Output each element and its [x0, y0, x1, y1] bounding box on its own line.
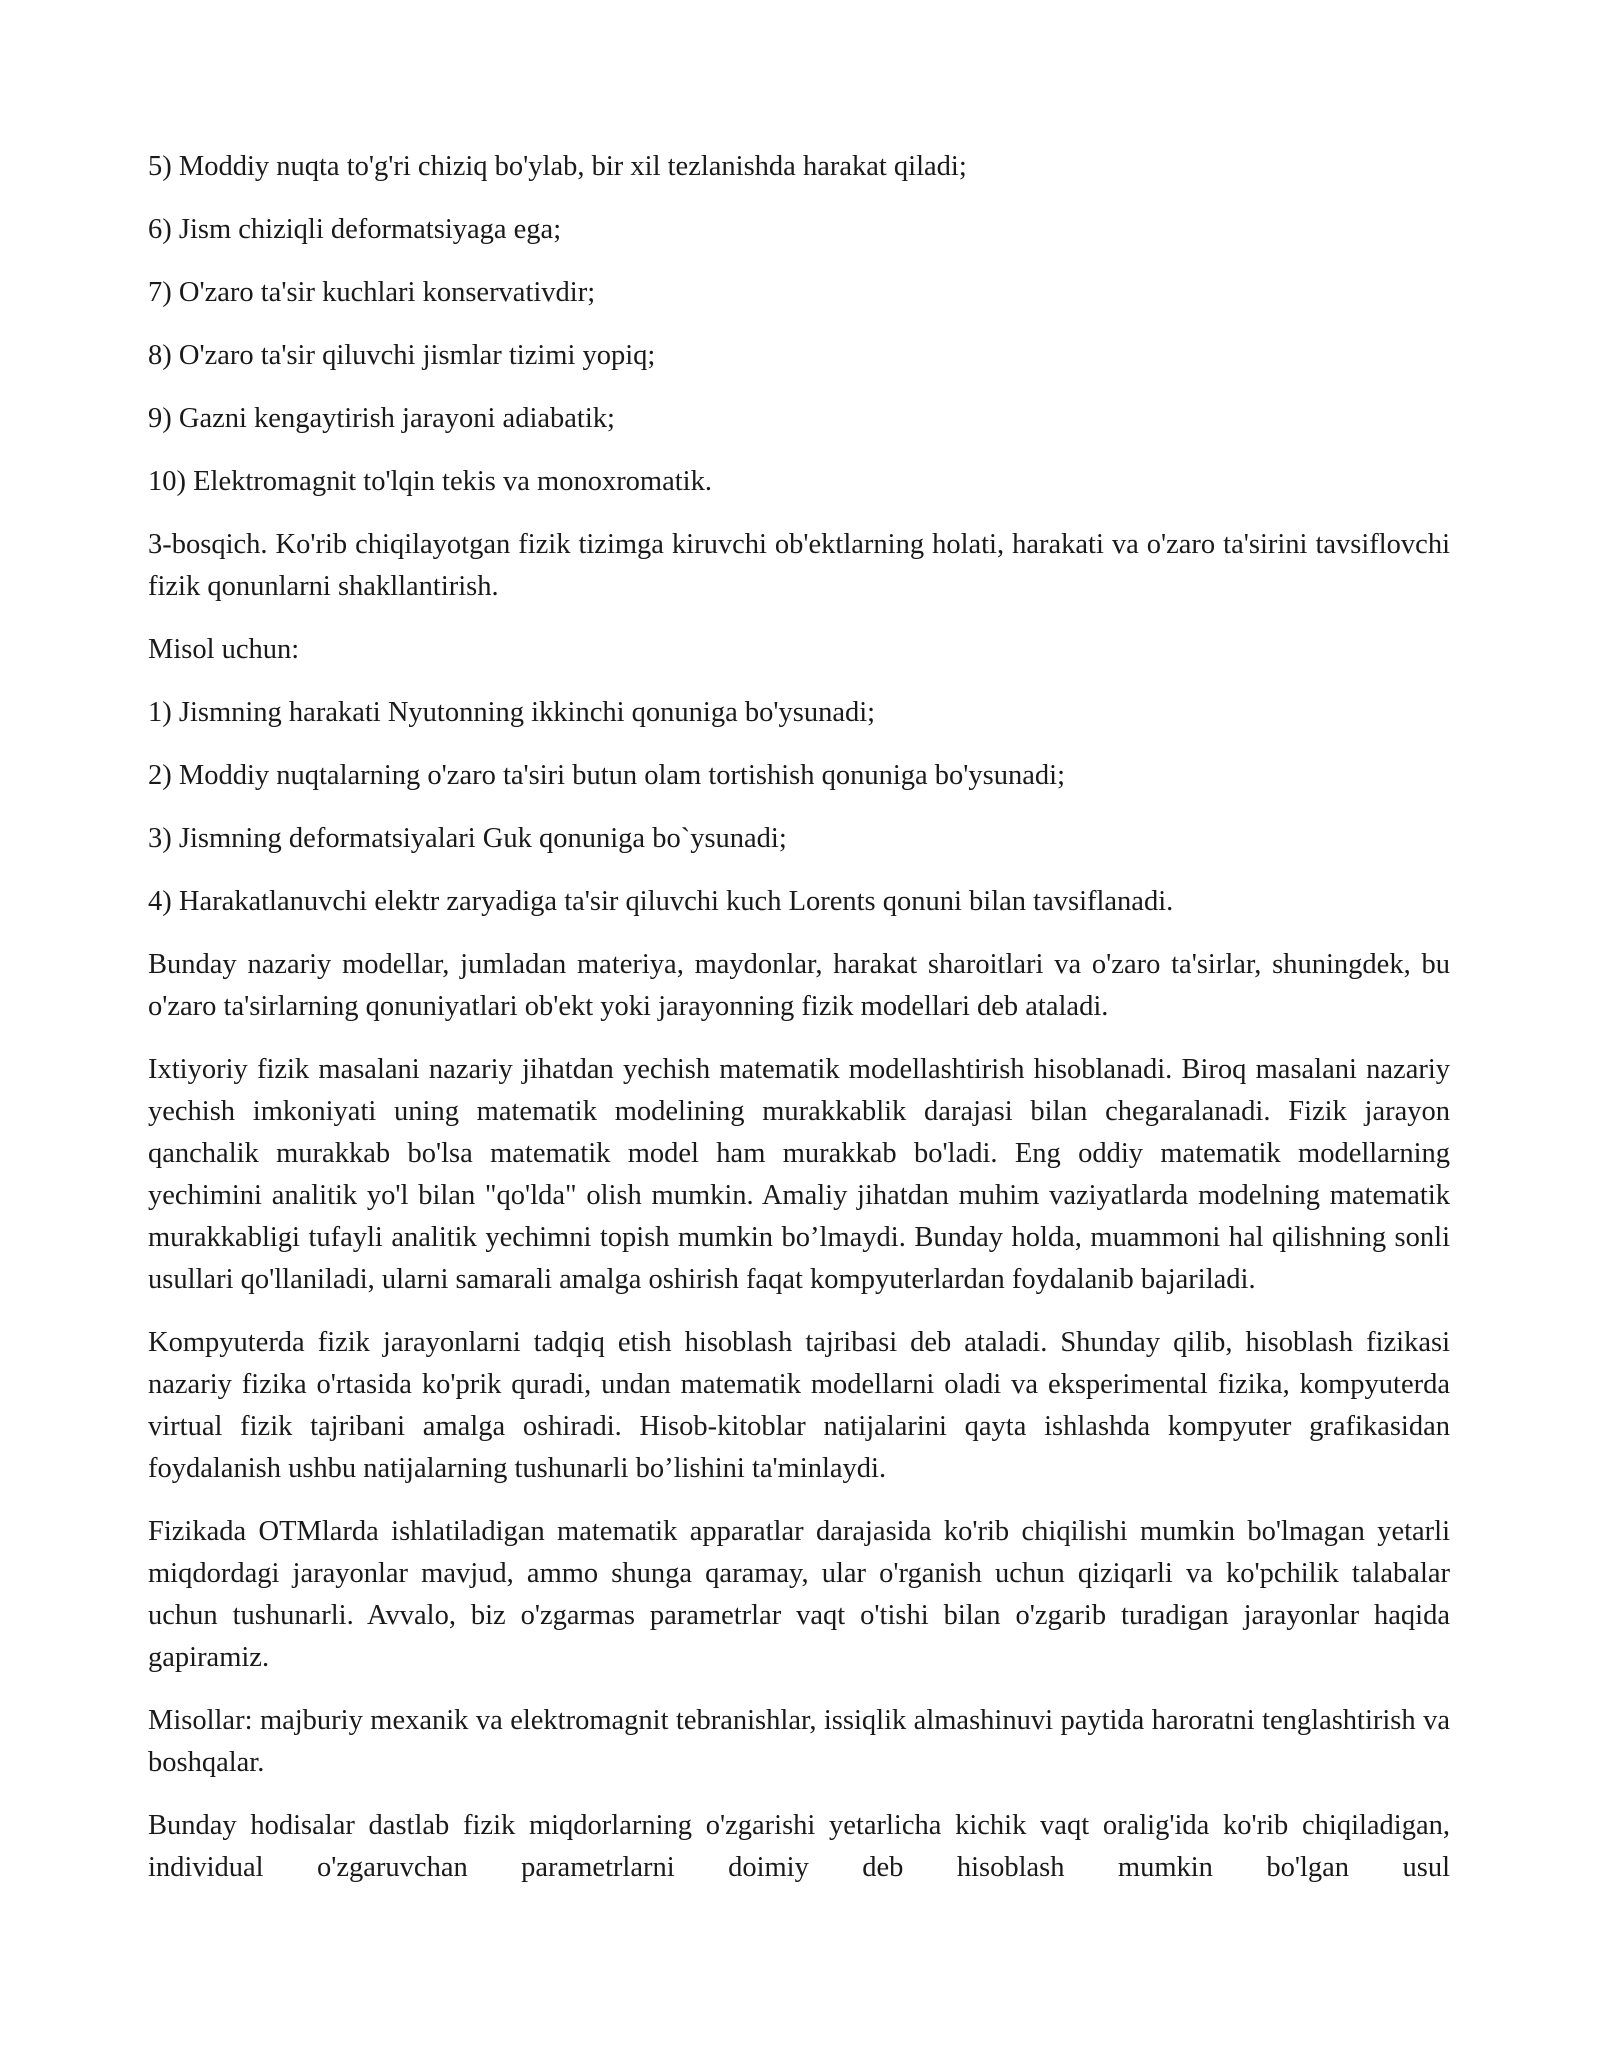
body-paragraph: Ixtiyoriy fizik masalani nazariy jihatdan yechish matematik modellashtirish hisoblanadi. Biroq masalani nazariy yechish imkoniyati uning matematik modelining murakkablik darajasi bilan chegaralanadi. Fizik jarayon qanchalik murakkab bo'lsa matematik model ham murakkab bo'ladi. Eng oddiy matematik modellarning yechimini analitik yo'l bilan "qo'lda" olish mumkin. Amaliy jihatdan muhim vaziyatlarda modelning matematik murakkabligi tufayli analitik yechimni topish mumkin bo’lmaydi. Bunday holda, muammoni hal qilishning sonli usullari qo'llaniladi, ularni samarali amalga oshirish faqat kompyuterlardan foydalanib bajariladi.: [148, 1054, 1450, 1295]
list-item: 10) Elektromagnit to'lqin tekis va monoxromatik.: [148, 466, 712, 497]
body-paragraph: Kompyuterda fizik jarayonlarni tadqiq etish hisoblash tajribasi deb ataladi. Shunday qilib, hisoblash fizikasi nazariy fizika o'rtasida ko'prik quradi, undan matematik modellarni oladi va eksperimental fizika, kompyuterda virtual fizik tajribani amalga oshiradi. Hisob-kitoblar natijalarini qayta ishlashda kompyuter grafikasidan foydalanish ushbu natijalarning tushunarli bo’lishini ta'minlaydi.: [148, 1327, 1450, 1484]
list-item: 7) O'zaro ta'sir kuchlari konservativdir;: [148, 277, 596, 308]
list-item: 4) Harakatlanuvchi elektr zaryadiga ta'sir qiluvchi kuch Lorents qonuni bilan tavsiflanadi.: [148, 886, 1174, 917]
document-page: [148, 146, 1450, 1910]
list-item: 3) Jismning deformatsiyalari Guk qonuniga bo`ysunadi;: [148, 823, 787, 854]
body-paragraph: Misollar: majburiy mexanik va elektromagnit tebranishlar, issiqlik almashinuvi paytida haroratni tenglashtirish va boshqalar.: [148, 1705, 1450, 1778]
body-paragraph: Fizikada OTMlarda ishlatiladigan matematik apparatlar darajasida ko'rib chiqilishi mumkin bo'lmagan yetarli miqdordagi jarayonlar mavjud, ammo shunga qaramay, ular o'rganish uchun qiziqarli va ko'pchilik talabalar uchun tushunarli. Avvalo, biz o'zgarmas parametrlar vaqt o'tishi bilan o'zgarib turadigan jarayonlar haqida gapiramiz.: [148, 1516, 1450, 1673]
body-paragraph: Bunday hodisalar dastlab fizik miqdorlarning o'zgarishi yetarlicha kichik vaqt oralig'ida ko'rib chiqiladigan, individual o'zgaruvchan parametrlarni doimiy deb hisoblash mumkin bo'lgan usul: [148, 1810, 1450, 1883]
example-intro: Misol uchun:: [148, 634, 300, 665]
body-paragraph: Bunday nazariy modellar, jumladan materiya, maydonlar, harakat sharoitlari va o'zaro ta'sirlar, shuningdek, bu o'zaro ta'sirlarning qonuniyatlari ob'ekt yoki jarayonning fizik modellari deb ataladi.: [148, 949, 1450, 1022]
list-item: 6) Jism chiziqli deformatsiyaga ega;: [148, 214, 562, 245]
list-item: 8) O'zaro ta'sir qiluvchi jismlar tizimi yopiq;: [148, 340, 656, 371]
list-item: 2) Moddiy nuqtalarning o'zaro ta'siri butun olam tortishish qonuniga bo'ysunadi;: [148, 760, 1065, 791]
list-item: 5) Moddiy nuqta to'g'ri chiziq bo'ylab, bir xil tezlanishda harakat qiladi;: [148, 151, 967, 182]
list-item: 9) Gazni kengaytirish jarayoni adiabatik;: [148, 403, 615, 434]
step-3-paragraph: 3-bosqich. Ko'rib chiqilayotgan fizik tizimga kiruvchi ob'ektlarning holati, harakati va o'zaro ta'sirini tavsiflovchi fizik qonunlarni shakllantirish.: [148, 529, 1450, 602]
list-item: 1) Jismning harakati Nyutonning ikkinchi qonuniga bo'ysunadi;: [148, 697, 876, 728]
